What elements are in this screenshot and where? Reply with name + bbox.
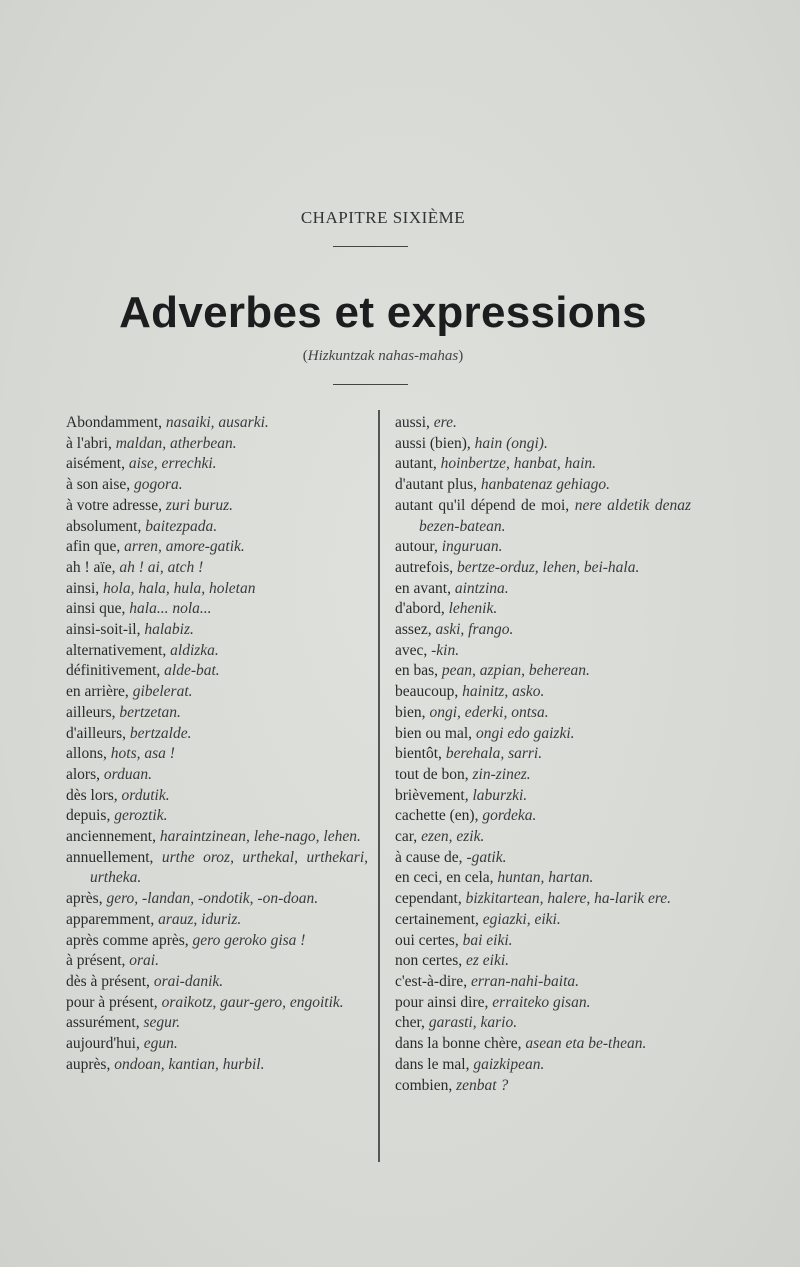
french-term: bien, xyxy=(395,703,426,721)
basque-translation: -kin. xyxy=(431,641,460,659)
french-term: assurément, xyxy=(66,1014,140,1032)
french-term: avec, xyxy=(395,641,428,659)
french-term: afin que, xyxy=(66,538,121,556)
basque-translation: arren, amore-gatik. xyxy=(124,538,245,556)
basque-translation: oraikotz, gaur-gero, engoitik. xyxy=(161,993,344,1011)
basque-translation: bertze-orduz, lehen, bei-hala. xyxy=(456,558,640,576)
subtitle: (Hizkuntzak nahas-mahas) xyxy=(302,348,464,364)
basque-translation: orai-danik. xyxy=(153,972,224,990)
basque-translation: gibelerat. xyxy=(132,683,193,701)
basque-translation: bizkitartean, halere, ha-larik ere. xyxy=(465,890,672,908)
french-term: en ceci, en cela, xyxy=(395,869,494,887)
glossary-entry xyxy=(395,620,691,641)
basque-translation: gaizkipean. xyxy=(473,1055,545,1073)
basque-translation: hain (ongi). xyxy=(474,434,548,452)
glossary-entry xyxy=(395,579,691,600)
french-term: en bas, xyxy=(395,662,439,680)
glossary-entry xyxy=(66,972,368,993)
basque-translation: nere aldetik denaz bezen-batean. xyxy=(419,496,692,535)
basque-translation: ah ! ai, atch ! xyxy=(119,558,204,576)
glossary-entry xyxy=(395,889,691,910)
glossary-entry xyxy=(66,434,368,455)
glossary-entry xyxy=(395,765,691,786)
glossary-entry xyxy=(395,1034,691,1055)
french-term: en arrière, xyxy=(66,683,129,701)
basque-translation: gero geroko gisa ! xyxy=(192,931,306,949)
basque-translation: inguruan. xyxy=(441,538,503,556)
glossary-entry xyxy=(66,1055,368,1076)
basque-translation: hanbatenaz gehiago. xyxy=(480,476,611,494)
french-term: beaucoup, xyxy=(395,683,459,701)
basque-translation: aldizka. xyxy=(170,641,219,659)
french-term: pour à présent, xyxy=(66,993,158,1011)
basque-translation: hala... nola... xyxy=(129,600,212,618)
subtitle-text: Hizkuntzak nahas-mahas xyxy=(307,348,459,364)
glossary-entry xyxy=(66,931,368,952)
basque-translation: ezen, ezik. xyxy=(421,828,485,846)
french-term: annuellement, xyxy=(66,848,154,866)
glossary-entry xyxy=(66,599,368,620)
basque-translation: hainitz, asko. xyxy=(462,683,545,701)
basque-translation: lehenik. xyxy=(448,600,498,618)
french-term: cachette (en), xyxy=(395,807,479,825)
basque-translation: haraintzinean, lehe-nago, lehen. xyxy=(159,828,361,846)
divider-rule xyxy=(333,246,408,247)
french-term: ainsi que, xyxy=(66,600,126,618)
basque-translation: asean eta be-thean. xyxy=(525,1035,647,1053)
french-term: auprès, xyxy=(66,1055,111,1073)
french-term: apparemment, xyxy=(66,910,155,928)
glossary-entry xyxy=(395,993,691,1014)
french-term: c'est-à-dire, xyxy=(395,972,468,990)
page-title: Adverbes et expressions xyxy=(119,288,647,337)
french-term: aisément, xyxy=(66,455,125,473)
glossary-entry xyxy=(66,744,368,765)
basque-translation: gordeka. xyxy=(482,807,537,825)
basque-translation: aise, errechki. xyxy=(128,455,217,473)
french-term: aujourd'hui, xyxy=(66,1035,140,1053)
glossary-entry xyxy=(395,931,691,952)
basque-translation: aintzina. xyxy=(454,579,509,597)
basque-translation: erran-nahi-baita. xyxy=(470,972,580,990)
french-term: brièvement, xyxy=(395,786,469,804)
french-term: ainsi, xyxy=(66,579,100,597)
glossary-entry xyxy=(66,765,368,786)
french-term: dès lors, xyxy=(66,786,118,804)
glossary-entry xyxy=(66,1013,368,1034)
french-term: dans le mal, xyxy=(395,1055,470,1073)
french-term: pour ainsi dire, xyxy=(395,993,489,1011)
chapter-heading: CHAPITRE SIXIÈME xyxy=(300,208,466,227)
french-term: cependant, xyxy=(395,890,462,908)
basque-translation: geroztik. xyxy=(114,807,168,825)
basque-translation: aski, frango. xyxy=(435,621,514,639)
glossary-entry xyxy=(395,786,691,807)
french-term: depuis, xyxy=(66,807,111,825)
column-divider xyxy=(378,410,380,1162)
french-term: après comme après, xyxy=(66,931,189,949)
basque-translation: ondoan, kantian, hurbil. xyxy=(114,1055,265,1073)
glossary-entry xyxy=(395,454,691,475)
french-term: alors, xyxy=(66,765,101,783)
french-term: à votre adresse, xyxy=(66,496,162,514)
glossary-entry xyxy=(395,744,691,765)
glossary-entry xyxy=(66,993,368,1014)
glossary-entry xyxy=(66,786,368,807)
glossary-entry xyxy=(395,951,691,972)
glossary-entry xyxy=(395,848,691,869)
basque-translation: ere. xyxy=(433,414,457,431)
basque-translation: orai. xyxy=(129,952,159,970)
glossary-entry xyxy=(66,537,368,558)
basque-translation: segur. xyxy=(143,1014,181,1032)
glossary-entry xyxy=(66,848,368,889)
glossary-entry xyxy=(395,682,691,703)
glossary-entry xyxy=(66,889,368,910)
french-term: aussi, xyxy=(395,414,430,431)
basque-translation: egun. xyxy=(143,1035,178,1053)
french-term: à son aise, xyxy=(66,476,131,494)
basque-translation: erraiteko gisan. xyxy=(492,993,591,1011)
glossary-entry xyxy=(66,951,368,972)
glossary-entry xyxy=(395,475,691,496)
basque-translation: baitezpada. xyxy=(145,517,218,535)
glossary-entry xyxy=(66,496,368,517)
basque-translation: arauz, iduriz. xyxy=(158,910,242,928)
french-term: autrefois, xyxy=(395,558,454,576)
french-term: anciennement, xyxy=(66,828,156,846)
french-term: en avant, xyxy=(395,579,451,597)
glossary-entry xyxy=(66,703,368,724)
french-term: Abondamment, xyxy=(66,414,162,431)
basque-translation: hoinbertze, hanbat, hain. xyxy=(440,455,597,473)
glossary-entry xyxy=(395,827,691,848)
basque-translation: berehala, sarri. xyxy=(445,745,543,763)
glossary-entry xyxy=(66,910,368,931)
basque-translation: garasti, kario. xyxy=(428,1014,518,1032)
glossary-entry xyxy=(66,620,368,641)
basque-translation: nasaiki, ausarki. xyxy=(165,414,269,431)
french-term: non certes, xyxy=(395,952,463,970)
glossary-entry xyxy=(395,434,691,455)
glossary-entry xyxy=(395,910,691,931)
french-term: bientôt, xyxy=(395,745,442,763)
french-term: d'ailleurs, xyxy=(66,724,127,742)
glossary-entry xyxy=(66,413,368,434)
basque-translation: ongi, ederki, ontsa. xyxy=(429,703,549,721)
french-term: ailleurs, xyxy=(66,703,116,721)
glossary-entry xyxy=(395,724,691,745)
glossary-entry xyxy=(395,868,691,889)
glossary-entry xyxy=(395,599,691,620)
french-term: à l'abri, xyxy=(66,434,112,452)
glossary-entry xyxy=(395,1013,691,1034)
basque-translation: gogora. xyxy=(134,476,183,494)
left-column xyxy=(66,413,368,1076)
basque-translation: zin-zinez. xyxy=(472,765,531,783)
glossary-entry xyxy=(66,558,368,579)
glossary-entry xyxy=(395,1076,691,1097)
basque-translation: maldan, atherbean. xyxy=(115,434,237,452)
glossary-entry xyxy=(66,682,368,703)
basque-translation: orduan. xyxy=(103,765,152,783)
basque-translation: huntan, hartan. xyxy=(497,869,594,887)
french-term: absolument, xyxy=(66,517,142,535)
french-term: assez, xyxy=(395,621,432,639)
basque-translation: gero, -landan, -ondotik, -on-doan. xyxy=(106,890,319,908)
divider-rule xyxy=(333,384,408,385)
basque-translation: bertzetan. xyxy=(119,703,181,721)
basque-translation: ordutik. xyxy=(121,786,170,804)
french-term: tout de bon, xyxy=(395,765,469,783)
basque-translation: -gatik. xyxy=(466,848,507,866)
glossary-entry xyxy=(395,972,691,993)
basque-translation: zenbat ? xyxy=(456,1076,509,1094)
french-term: d'autant plus, xyxy=(395,476,478,494)
glossary-entry xyxy=(66,475,368,496)
french-term: allons, xyxy=(66,745,107,763)
french-term: autant, xyxy=(395,455,437,473)
basque-translation: egiazki, eiki. xyxy=(482,910,561,928)
basque-translation: halabiz. xyxy=(144,621,194,639)
basque-translation: zuri buruz. xyxy=(165,496,234,514)
glossary-entry xyxy=(395,537,691,558)
french-term: autant qu'il dépend de moi, xyxy=(395,496,570,514)
basque-translation: alde-bat. xyxy=(164,662,220,680)
glossary-entry xyxy=(395,641,691,662)
french-term: aussi (bien), xyxy=(395,434,471,452)
glossary-entry xyxy=(395,661,691,682)
basque-translation: hots, asa ! xyxy=(110,745,175,763)
glossary-entry xyxy=(66,454,368,475)
french-term: alternativement, xyxy=(66,641,167,659)
french-term: dès à présent, xyxy=(66,972,150,990)
glossary-entry xyxy=(66,579,368,600)
basque-translation: pean, azpian, beherean. xyxy=(441,662,590,680)
basque-translation: laburzki. xyxy=(472,786,528,804)
french-term: à cause de, xyxy=(395,848,463,866)
glossary-entry xyxy=(395,703,691,724)
basque-translation: hola, hala, hula, holetan xyxy=(103,579,256,597)
basque-translation: bertzalde. xyxy=(129,724,192,742)
glossary-entry xyxy=(395,806,691,827)
french-term: oui certes, xyxy=(395,931,459,949)
french-term: définitivement, xyxy=(66,662,161,680)
french-term: bien ou mal, xyxy=(395,724,473,742)
glossary-entry xyxy=(395,496,691,537)
french-term: dans la bonne chère, xyxy=(395,1035,522,1053)
french-term: combien, xyxy=(395,1076,453,1094)
french-term: à présent, xyxy=(66,952,126,970)
glossary-entry xyxy=(66,641,368,662)
french-term: certainement, xyxy=(395,910,479,928)
glossary-entry xyxy=(395,1055,691,1076)
french-term: ainsi-soit-il, xyxy=(66,621,141,639)
glossary-entry xyxy=(395,413,691,434)
basque-translation: ongi edo gaizki. xyxy=(475,724,575,742)
glossary-entry xyxy=(66,827,368,848)
basque-translation: bai eiki. xyxy=(462,931,513,949)
glossary-entry xyxy=(66,1034,368,1055)
french-term: car, xyxy=(395,828,418,846)
glossary-entry xyxy=(395,558,691,579)
french-term: après, xyxy=(66,890,103,908)
glossary-entry xyxy=(66,806,368,827)
right-column xyxy=(395,413,691,1096)
french-term: autour, xyxy=(395,538,438,556)
basque-translation: urthe oroz, urthekal, urthekari, urtheka. xyxy=(90,848,369,887)
french-term: ah ! aïe, xyxy=(66,558,116,576)
glossary-entry xyxy=(66,724,368,745)
french-term: d'abord, xyxy=(395,600,445,618)
glossary-entry xyxy=(66,661,368,682)
french-term: cher, xyxy=(395,1014,425,1032)
glossary-entry xyxy=(66,517,368,538)
basque-translation: ez eiki. xyxy=(466,952,510,970)
